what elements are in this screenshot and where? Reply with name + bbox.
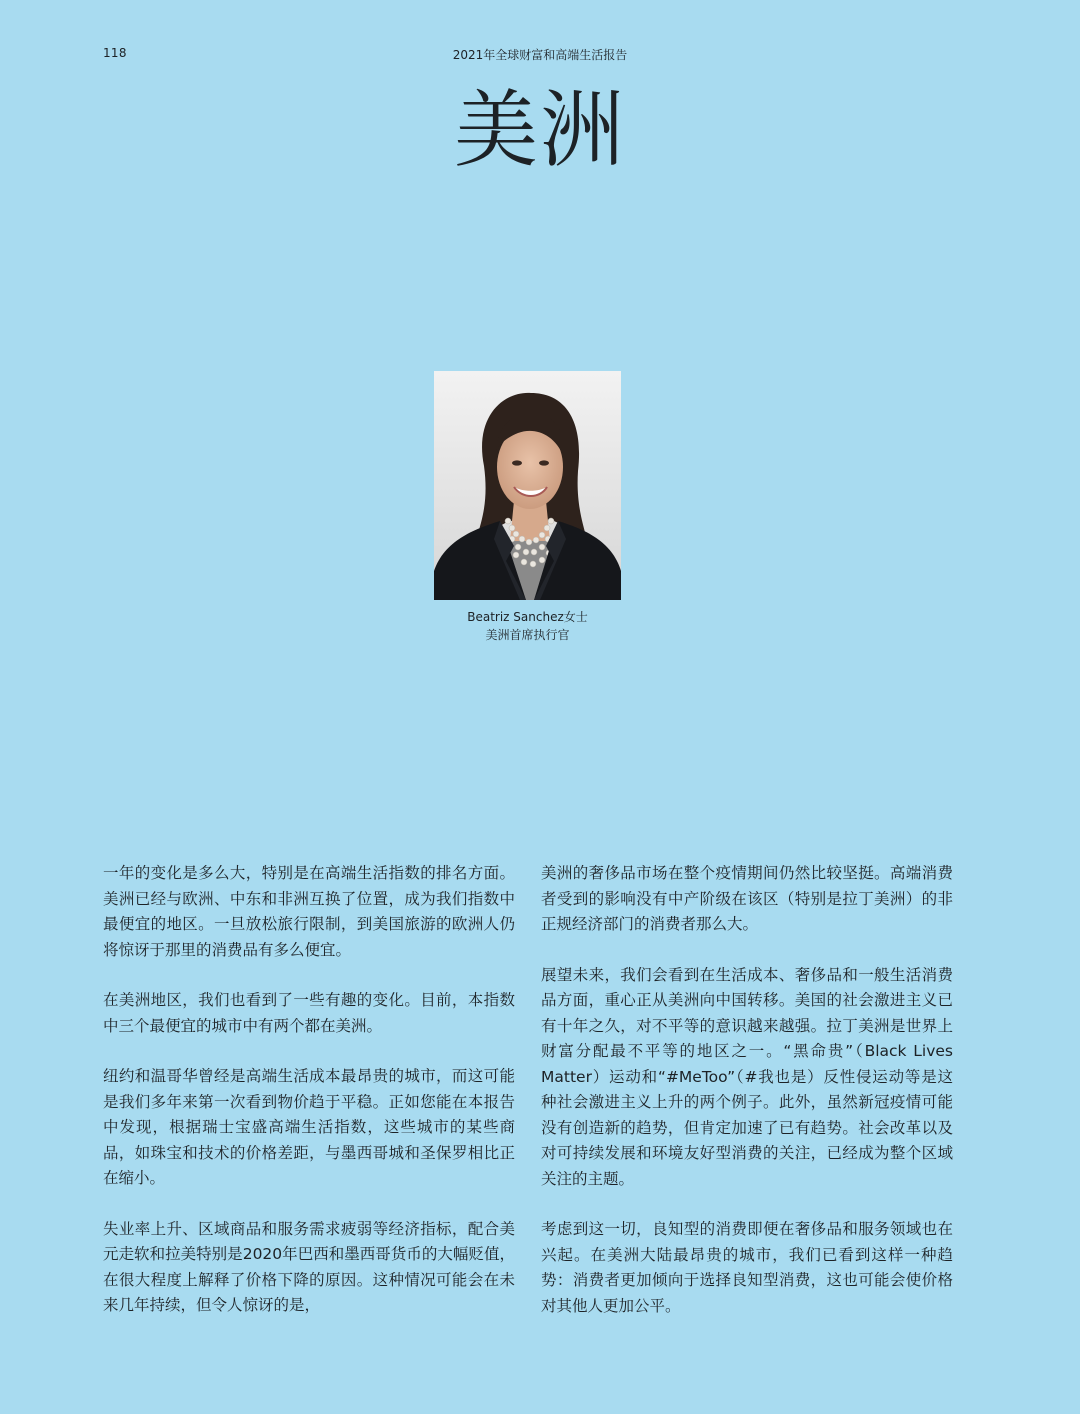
body-paragraph: 考虑到这一切，良知型的消费即便在奢侈品和服务领域也在兴起。在美洲大陆最昂贵的城市，我们已看到这样一种趋势：消费者更加倾向于选择良知型消费，这也可能会使价格对其他人更加公平。 [541, 1220, 953, 1315]
body-paragraph: 美洲的奢侈品市场在整个疫情期间仍然比较坚挺。高端消费者受到的影响没有中产阶级在该区（特别是拉丁美洲）的非正规经济部门的消费者那么大。 [541, 864, 953, 933]
body-paragraph: 纽约和温哥华曾经是高端生活成本最昂贵的城市，而这可能是我们多年来第一次看到物价趋于平稳。正如您能在本报告中发现，根据瑞士宝盛高端生活指数，这些城市的某些商品，如珠宝和技术的价格差距，与墨西哥城和圣保罗相比正在缩小。 [103, 1067, 515, 1187]
running-head: 2021年全球财富和高端生活报告 [452, 48, 628, 62]
portrait-caption [0, 608, 1055, 644]
page-title: 美洲 [453, 81, 626, 179]
portrait-photo [434, 371, 621, 600]
caption-name: Beatriz Sanchez女士 [467, 610, 588, 624]
body-column-right [541, 861, 953, 1344]
body-paragraph: 展望未来，我们会看到在生活成本、奢侈品和一般生活消费品方面，重心正从美洲向中国转移。美国的社会激进主义已有十年之久，对不平等的意识越来越强。拉丁美洲是世界上财富分配最不平等的地区之一。“黑命贵”（Black Lives Matter）运动和“#MeToo”（#我也是）反性侵运动等是这种社会激进主义上升的两个例子。此外，虽然新冠疫情可能没有创造新的趋势，但肯定加速了已有趋势。社会改革以及对可持续发展和环境友好型消费的关注，已经成为整个区域关注的主题。 [541, 965, 953, 1188]
caption-role: 美洲首席执行官 [485, 628, 570, 642]
page-number: 118 [103, 46, 127, 60]
body-column-left [103, 861, 515, 1344]
body-paragraph: 在美洲地区，我们也看到了一些有趣的变化。目前，本指数中三个最便宜的城市中有两个都在美洲。 [103, 991, 515, 1035]
body-paragraph: 失业率上升、区域商品和服务需求疲弱等经济指标，配合美元走软和拉美特别是2020年巴西和墨西哥货币的大幅贬值，在很大程度上解释了价格下降的原因。这种情况可能会在未来几年持续，但令人惊讶的是， [103, 1219, 515, 1314]
body-paragraph: 一年的变化是多么大，特别是在高端生活指数的排名方面。美洲已经与欧洲、中东和非洲互换了位置，成为我们指数中最便宜的地区。一旦放松旅行限制，到美国旅游的欧洲人仍将惊讶于那里的消费品有多么便宜。 [103, 864, 515, 959]
